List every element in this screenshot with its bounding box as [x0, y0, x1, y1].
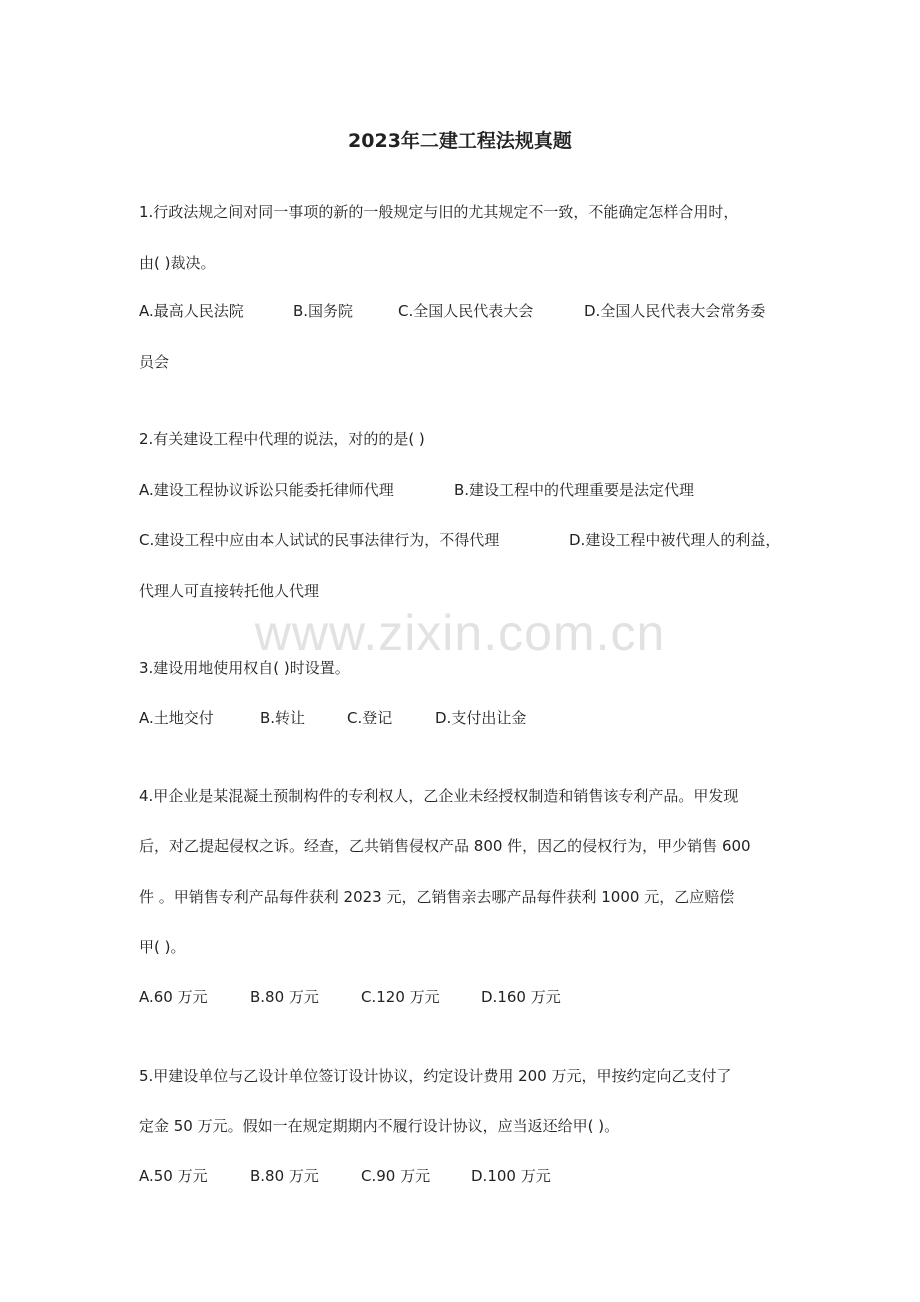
question-5-line-1: 5.甲建设单位与乙设计单位签订设计协议，约定设计费用 200 万元，甲按约定向乙支付了: [139, 1067, 732, 1085]
option-a: A.60 万元: [139, 988, 208, 1006]
option-c: C.120 万元: [361, 988, 440, 1006]
option-b: B.国务院: [293, 302, 354, 320]
question-1-options: [139, 301, 839, 321]
option-c: C.建设工程中应由本人试试的民事法律行为，不得代理: [139, 531, 500, 549]
option-b: B.80 万元: [250, 988, 319, 1006]
question-2-options-row-2: [139, 530, 839, 550]
option-d: D.160 万元: [481, 988, 561, 1006]
question-4-line-4: 甲( )。: [139, 938, 186, 956]
question-4-line-3: 件 。甲销售专利产品每件获利 2023 元，乙销售亲去哪产品每件获利 1000 元，乙应赔偿: [139, 888, 735, 906]
question-4-line-2: 后，对乙提起侵权之诉。经查，乙共销售侵权产品 800 件，因乙的侵权行为，甲少销售 600: [139, 837, 751, 855]
question-5-line-2: 定金 50 万元。假如一在规定期期内不履行设计协议，应当返还给甲( )。: [139, 1117, 620, 1135]
option-d: D.100 万元: [471, 1167, 551, 1185]
option-a: A.50 万元: [139, 1167, 208, 1185]
question-2-options-tail: 代理人可直接转托他人代理: [139, 582, 320, 600]
option-a: A.土地交付: [139, 709, 214, 727]
option-c: C.全国人民代表大会: [398, 302, 534, 320]
question-3-line-1: 3.建设用地使用权自( )时设置。: [139, 659, 350, 677]
question-4-options: [139, 987, 839, 1007]
question-4-line-1: 4.甲企业是某混凝土预制构件的专利权人，乙企业未经授权制造和销售该专利产品。甲发现: [139, 787, 739, 805]
option-d: D.建设工程中被代理人的利益，: [569, 531, 781, 549]
watermark: www.zixin.com.cn: [254, 605, 666, 661]
question-2-line-1: 2.有关建设工程中代理的说法，对的的是( ): [139, 430, 425, 448]
option-d: D.全国人民代表大会常务委: [584, 302, 766, 320]
option-c: C.90 万元: [361, 1167, 431, 1185]
question-1-line-2: 由( )裁决。: [139, 254, 216, 272]
question-5-options: [139, 1166, 839, 1186]
question-1-options-tail: 员会: [139, 353, 170, 371]
option-d: D.支付出让金: [435, 709, 527, 727]
question-1-line-1: 1.行政法规之间对同一事项的新的一般规定与旧的尤其规定不一致，不能确定怎样合用时，: [139, 203, 739, 221]
question-2-options-row-1: [139, 480, 839, 500]
option-a: A.最高人民法院: [139, 302, 244, 320]
question-3-options: [139, 708, 839, 728]
option-b: B.转让: [260, 709, 306, 727]
option-c: C.登记: [347, 709, 393, 727]
option-b: B.建设工程中的代理重要是法定代理: [454, 481, 695, 499]
option-b: B.80 万元: [250, 1167, 319, 1185]
option-a: A.建设工程协议诉讼只能委托律师代理: [139, 481, 394, 499]
page-title: 2023年二建工程法规真题: [348, 130, 572, 152]
